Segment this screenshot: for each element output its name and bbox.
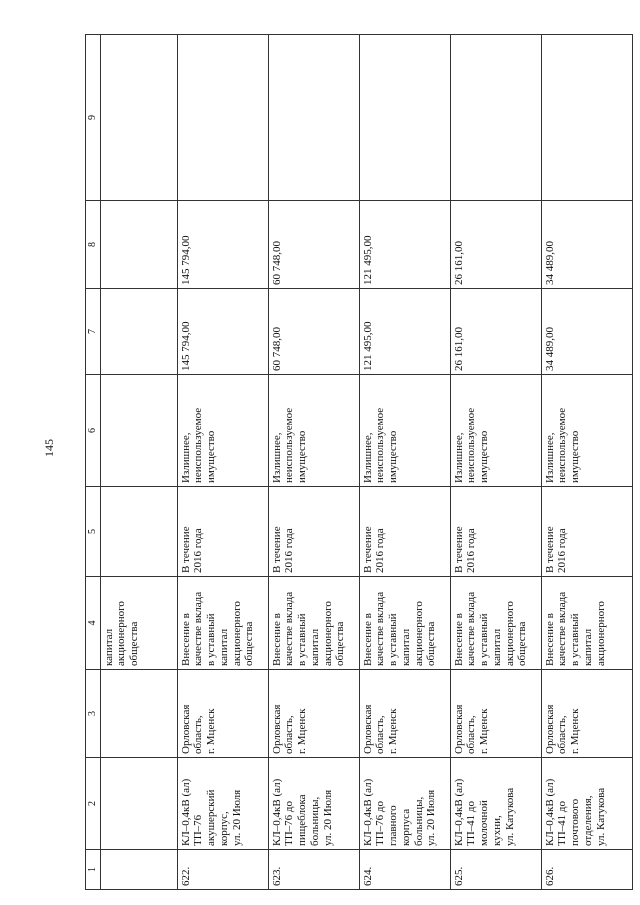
reason-cell: Излишнее, неиспользуемое имущество	[268, 375, 359, 487]
table-cell	[100, 850, 177, 890]
method-cell: Внесение в качестве вклада в уставный капитал акционерного общества	[450, 577, 541, 670]
table-row	[359, 35, 450, 890]
value-cell: 26 161,00	[450, 201, 541, 289]
value-cell: 60 748,00	[268, 289, 359, 375]
location-cell: Орловская область, г. Мценск	[541, 670, 632, 758]
column-number: 7	[86, 289, 101, 375]
reason-cell: Излишнее, неиспользуемое имущество	[450, 375, 541, 487]
column-number: 3	[86, 670, 101, 758]
column-number: 6	[86, 375, 101, 487]
method-cell: Внесение в качестве вклада в уставный капитал акционерного общества	[359, 577, 450, 670]
reason-cell: Излишнее, неиспользуемое имущество	[541, 375, 632, 487]
document-table-area	[85, 35, 605, 890]
value-cell: 34 489,00	[541, 201, 632, 289]
method-cell: капитал акционерного общества	[100, 577, 177, 670]
term-cell: В течение 2016 года	[450, 487, 541, 577]
column-number-row	[86, 35, 101, 890]
row-number-cell: 622.	[177, 850, 268, 890]
object-name-cell: КЛ–0,4кВ (ал) ТП–76 акушерский корпус, ул. 20 Июля	[177, 758, 268, 850]
table-row	[268, 35, 359, 890]
continuation-row	[100, 35, 177, 890]
term-cell: В течение 2016 года	[268, 487, 359, 577]
table-cell	[100, 375, 177, 487]
reason-cell: Излишнее, неиспользуемое имущество	[177, 375, 268, 487]
table-row	[541, 35, 632, 890]
location-cell: Орловская область, г. Мценск	[177, 670, 268, 758]
value-cell: 60 748,00	[268, 201, 359, 289]
column-number: 2	[86, 758, 101, 850]
table-cell	[100, 670, 177, 758]
row-number-cell: 624.	[359, 850, 450, 890]
column-number: 9	[86, 35, 101, 201]
term-cell: В течение 2016 года	[177, 487, 268, 577]
note-cell	[177, 35, 268, 201]
location-cell: Орловская область, г. Мценск	[359, 670, 450, 758]
column-number: 8	[86, 201, 101, 289]
value-cell: 121 495,00	[359, 289, 450, 375]
table-row	[450, 35, 541, 890]
note-cell	[541, 35, 632, 201]
object-name-cell: КЛ–0,4кВ (ал) ТП–41 до молочной кухни, ул. Катукова	[450, 758, 541, 850]
value-cell: 121 495,00	[359, 201, 450, 289]
row-number-cell: 623.	[268, 850, 359, 890]
location-cell: Орловская область, г. Мценск	[268, 670, 359, 758]
term-cell: В течение 2016 года	[541, 487, 632, 577]
table-cell	[100, 35, 177, 201]
method-cell: Внесение в качестве вклада в уставный капитал акционерного общества	[177, 577, 268, 670]
method-cell: Внесение в качестве вклада в уставный капитал акционерного общества	[268, 577, 359, 670]
reason-cell: Излишнее, неиспользуемое имущество	[359, 375, 450, 487]
table-row	[177, 35, 268, 890]
row-number-cell: 626.	[541, 850, 632, 890]
object-name-cell: КЛ–0,4кВ (ал) ТП–41 до почтового отделения, ул. Катукова	[541, 758, 632, 850]
page-number: 145	[42, 439, 56, 457]
column-number: 1	[86, 850, 101, 890]
method-cell: Внесение в качестве вклада в уставный капитал акционерного	[541, 577, 632, 670]
location-cell: Орловская область, г. Мценск	[450, 670, 541, 758]
property-table	[85, 34, 633, 890]
table-cell	[100, 289, 177, 375]
value-cell: 145 794,00	[177, 289, 268, 375]
value-cell: 145 794,00	[177, 201, 268, 289]
note-cell	[268, 35, 359, 201]
value-cell: 34 489,00	[541, 289, 632, 375]
column-number: 4	[86, 577, 101, 670]
column-number: 5	[86, 487, 101, 577]
object-name-cell: КЛ–0,4кВ (ал) ТП–76 до пищеблока больницы, ул. 20 Июля	[268, 758, 359, 850]
table-cell	[100, 201, 177, 289]
object-name-cell: КЛ–0,4кВ (ал) ТП–76 до главного корпуса больницы, ул. 20 Июля	[359, 758, 450, 850]
term-cell: В течение 2016 года	[359, 487, 450, 577]
row-number-cell: 625.	[450, 850, 541, 890]
note-cell	[450, 35, 541, 201]
value-cell: 26 161,00	[450, 289, 541, 375]
note-cell	[359, 35, 450, 201]
table-cell	[100, 758, 177, 850]
table-cell	[100, 487, 177, 577]
